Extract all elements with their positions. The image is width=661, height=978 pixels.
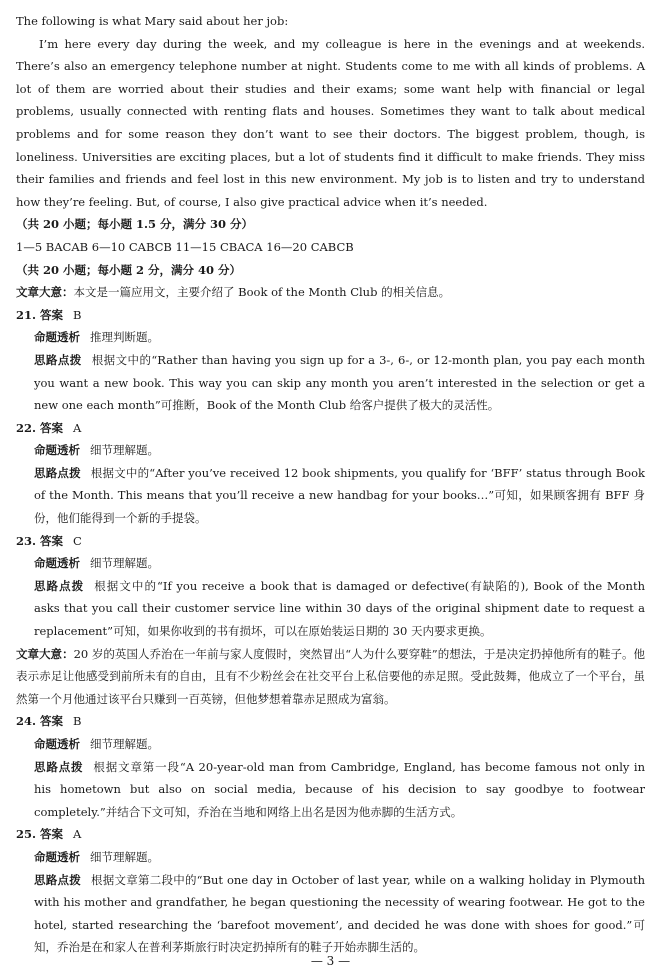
analysis-text: 推理判断题。 [90,330,159,345]
answer-letter: C [73,533,82,548]
question-25-tip [16,869,645,959]
section1-header: （共 20 小题；每小题 1.5 分，满分 30 分） [16,217,254,232]
tip-label: 思路点拨 [34,872,81,887]
question-23-analysis [16,552,645,575]
tip-text: 根据文章第一段“A 20-year-old man from Cambridge, England, has become famous not only in his hometown but also on social media, because of his decision to say goodbye to footwear completely.”并结合下文可知，乔治在当地和网络上出名是因为他赤脚的生活方式。 [34,759,645,819]
question-22-tip [16,462,645,530]
analysis-text: 细节理解题。 [90,556,159,571]
summary-2 [16,643,645,711]
section2-header: （共 20 小题；每小题 2 分，满分 40 分） [16,262,242,277]
question-23-answer [16,530,645,553]
tip-label: 思路点拨 [34,465,81,480]
summary-text: 本文是一篇应用文，主要介绍了 Book of the Month Club 的相关信息。 [73,285,451,300]
question-24-analysis [16,733,645,756]
question-25-answer [16,823,645,846]
analysis-label: 命题透析 [34,737,80,751]
tip-label: 思路点拨 [34,759,84,774]
section1-answers: 1—5 BACAB 6—10 CABCB 11—15 CBACA 16—20 CABCB [16,239,354,254]
question-21-analysis [16,326,645,349]
tip-text: 根据文中的“After you’ve received 12 book shipments, you qualify for ‘BFF’ status through Book of the Month. This means that you’ll receive a new handbag for your books…”可知，如果顾客拥有 BFF 身份，他们能得到一个新的手提袋。 [34,465,645,526]
question-number: 21. 答案 [16,307,64,322]
summary-1 [16,281,645,304]
tip-label: 思路点拨 [34,578,85,593]
question-22-answer [16,417,645,440]
answer-letter: A [73,827,82,842]
answer-letter: B [73,307,82,322]
passage-text: I’m here every day during the week, and my colleague is here in the evenings and at weekends. There’s also an emergency telephone number at night. Students come to me with all kinds of problems. A lot of them are worried about their studies and their exams; some want help with financial or legal problems, usually connected with renting flats and houses. Sometimes they want to talk about medical problems and for some reason they don’t want to see their doctors. The biggest problem, though, is loneliness. Universities are exciting places, but a lot of students find it difficult to make friends. They miss their families and friends and feel lost in this new environment. My job is to listen and try to understand how they’re feeling. But, of course, I also give practical advice when it’s needed. [16,36,645,209]
tip-text: 根据文中的“Rather than having you sign up for a 3-, 6-, or 12-month plan, you pay each month you want a new book. This way you can skip any month you aren’t interested in the selection or get a new one each month”可推断，Book of the Month Club 给客户提供了极大的灵活性。 [34,352,646,413]
analysis-label: 命题透析 [34,330,80,345]
question-21-tip [16,349,645,417]
question-number: 23. 答案 [16,533,64,548]
passage-intro: The following is what Mary said about her job: [16,14,289,28]
question-24-tip [16,756,645,824]
summary-label: 文章大意： [16,646,74,661]
question-21-answer [16,304,645,327]
analysis-label: 命题透析 [34,849,80,864]
question-number: 22. 答案 [16,420,64,435]
analysis-text: 细节理解题。 [90,849,159,864]
question-22-analysis [16,439,645,462]
question-number: 24. 答案 [16,714,64,729]
analysis-text: 细节理解题。 [90,443,159,458]
summary-text: 20 岁的英国人乔治在一年前与家人度假时，突然冒出“人为什么要穿鞋”的想法，于是决定扔掉他所有的鞋子。他表示赤足让他感受到前所未有的自由，且有不少粉丝会在社交平台上私信要他的赤足照。受此鼓舞，他成立了一个平台，虽然第一个月他通过该平台只赚到一百英镑，但他梦想着靠赤足照成为富翁。 [16,646,646,706]
analysis-label: 命题透析 [34,556,80,571]
analysis-label: 命题透析 [34,443,80,458]
tip-label: 思路点拨 [34,352,82,367]
analysis-text: 细节理解题。 [90,737,159,751]
question-23-tip [16,575,645,643]
tip-text: 根据文章第二段中的“But one day in October of last year, while on a walking holiday in Plymouth with his mother and grandfather, he began questioning the necessity of wearing footwear. He got to the hotel, started researching the ‘barefoot movement’, and decided he was done with shoes for good.”可知，乔治是在和家人在普利茅斯旅行时决定扔掉所有的鞋子开始赤脚生活的。 [34,872,645,955]
summary-label: 文章大意： [16,285,74,300]
page-number: — 3 — [310,954,351,968]
question-25-analysis [16,846,645,869]
answer-letter: A [73,420,82,435]
tip-text: 根据文中的“If you receive a book that is damaged or defective(有缺陷的), Book of the Month asks that you call their customer service line within 30 days of the original shipment date to request a replacement”可知，如果你收到的书有损坏，可以在原始装运日期的 30 天内要求更换。 [34,578,645,639]
question-number: 25. 答案 [16,827,64,842]
answer-letter: B [73,714,82,729]
question-24-answer [16,710,645,733]
